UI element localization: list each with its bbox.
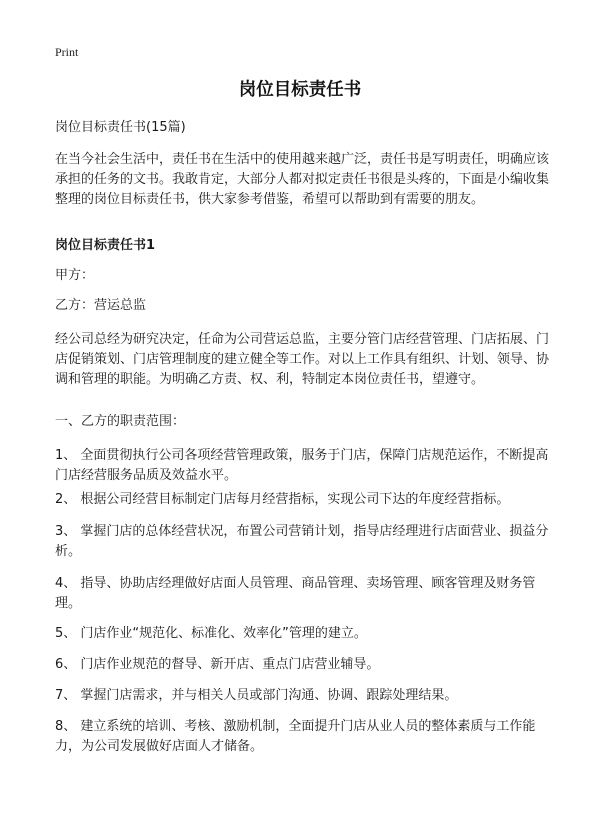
duty-item: 4、 指导、协助店经理做好店面人员管理、商品管理、卖场管理、顾客管理及财务管理。 bbox=[55, 576, 536, 611]
duty-item: 2、 根据公司经营目标制定门店每月经营指标，实现公司下达的年度经营指标。 bbox=[55, 492, 510, 507]
intro-paragraph: 在当今社会生活中，责任书在生活中的使用越来越广泛，责任书是写明责任，明确应该承担的任务的文书。我敢肯定，大部分人都对拟定责任书很是头疼的，下面是小编收集整理的岗位目标责任书，供大家参考借鉴，希望可以帮助到有需要的朋友。 bbox=[55, 152, 550, 207]
document-subtitle: 岗位目标责任书(15篇) bbox=[55, 120, 186, 135]
section-heading: 岗位目标责任书1 bbox=[55, 238, 156, 253]
print-label: Print bbox=[55, 45, 79, 59]
duty-item: 3、 掌握门店的总体经营状况，布置公司营销计划，指导店经理进行店面营业、损益分析。 bbox=[55, 524, 549, 559]
duty-item: 5、 门店作业“规范化、标准化、效率化”管理的建立。 bbox=[55, 626, 367, 641]
duty-item: 6、 门店作业规范的督导、新开店、重点门店营业辅导。 bbox=[55, 657, 380, 672]
duty-item: 1、 全面贯彻执行公司各项经营管理政策，服务于门店，保障门店规范运作，不断提高门店经营服务品质及效益水平。 bbox=[55, 448, 549, 483]
party-a-line: 甲方： bbox=[55, 268, 95, 283]
duties-heading: 一、乙方的职责范围： bbox=[55, 414, 186, 429]
page-title: 岗位目标责任书 bbox=[238, 80, 362, 100]
preamble-paragraph: 经公司总经为研究决定，任命为公司营运总监，主要分管门店经营管理、门店拓展、门店促销策划、门店管理制度的建立健全等工作。对以上工作具有组织、计划、领导、协调和管理的职能。为明确乙方责、权、利，特制定本岗位责任书，望遵守。 bbox=[55, 332, 550, 387]
party-b-line: 乙方：营运总监 bbox=[55, 298, 147, 313]
duty-item: 8、 建立系统的培训、考核、激励机制，全面提升门店从业人员的整体素质与工作能力，为公司发展做好店面人才储备。 bbox=[55, 719, 536, 754]
duty-item: 7、 掌握门店需求，并与相关人员或部门沟通、协调、跟踪处理结果。 bbox=[55, 688, 458, 703]
